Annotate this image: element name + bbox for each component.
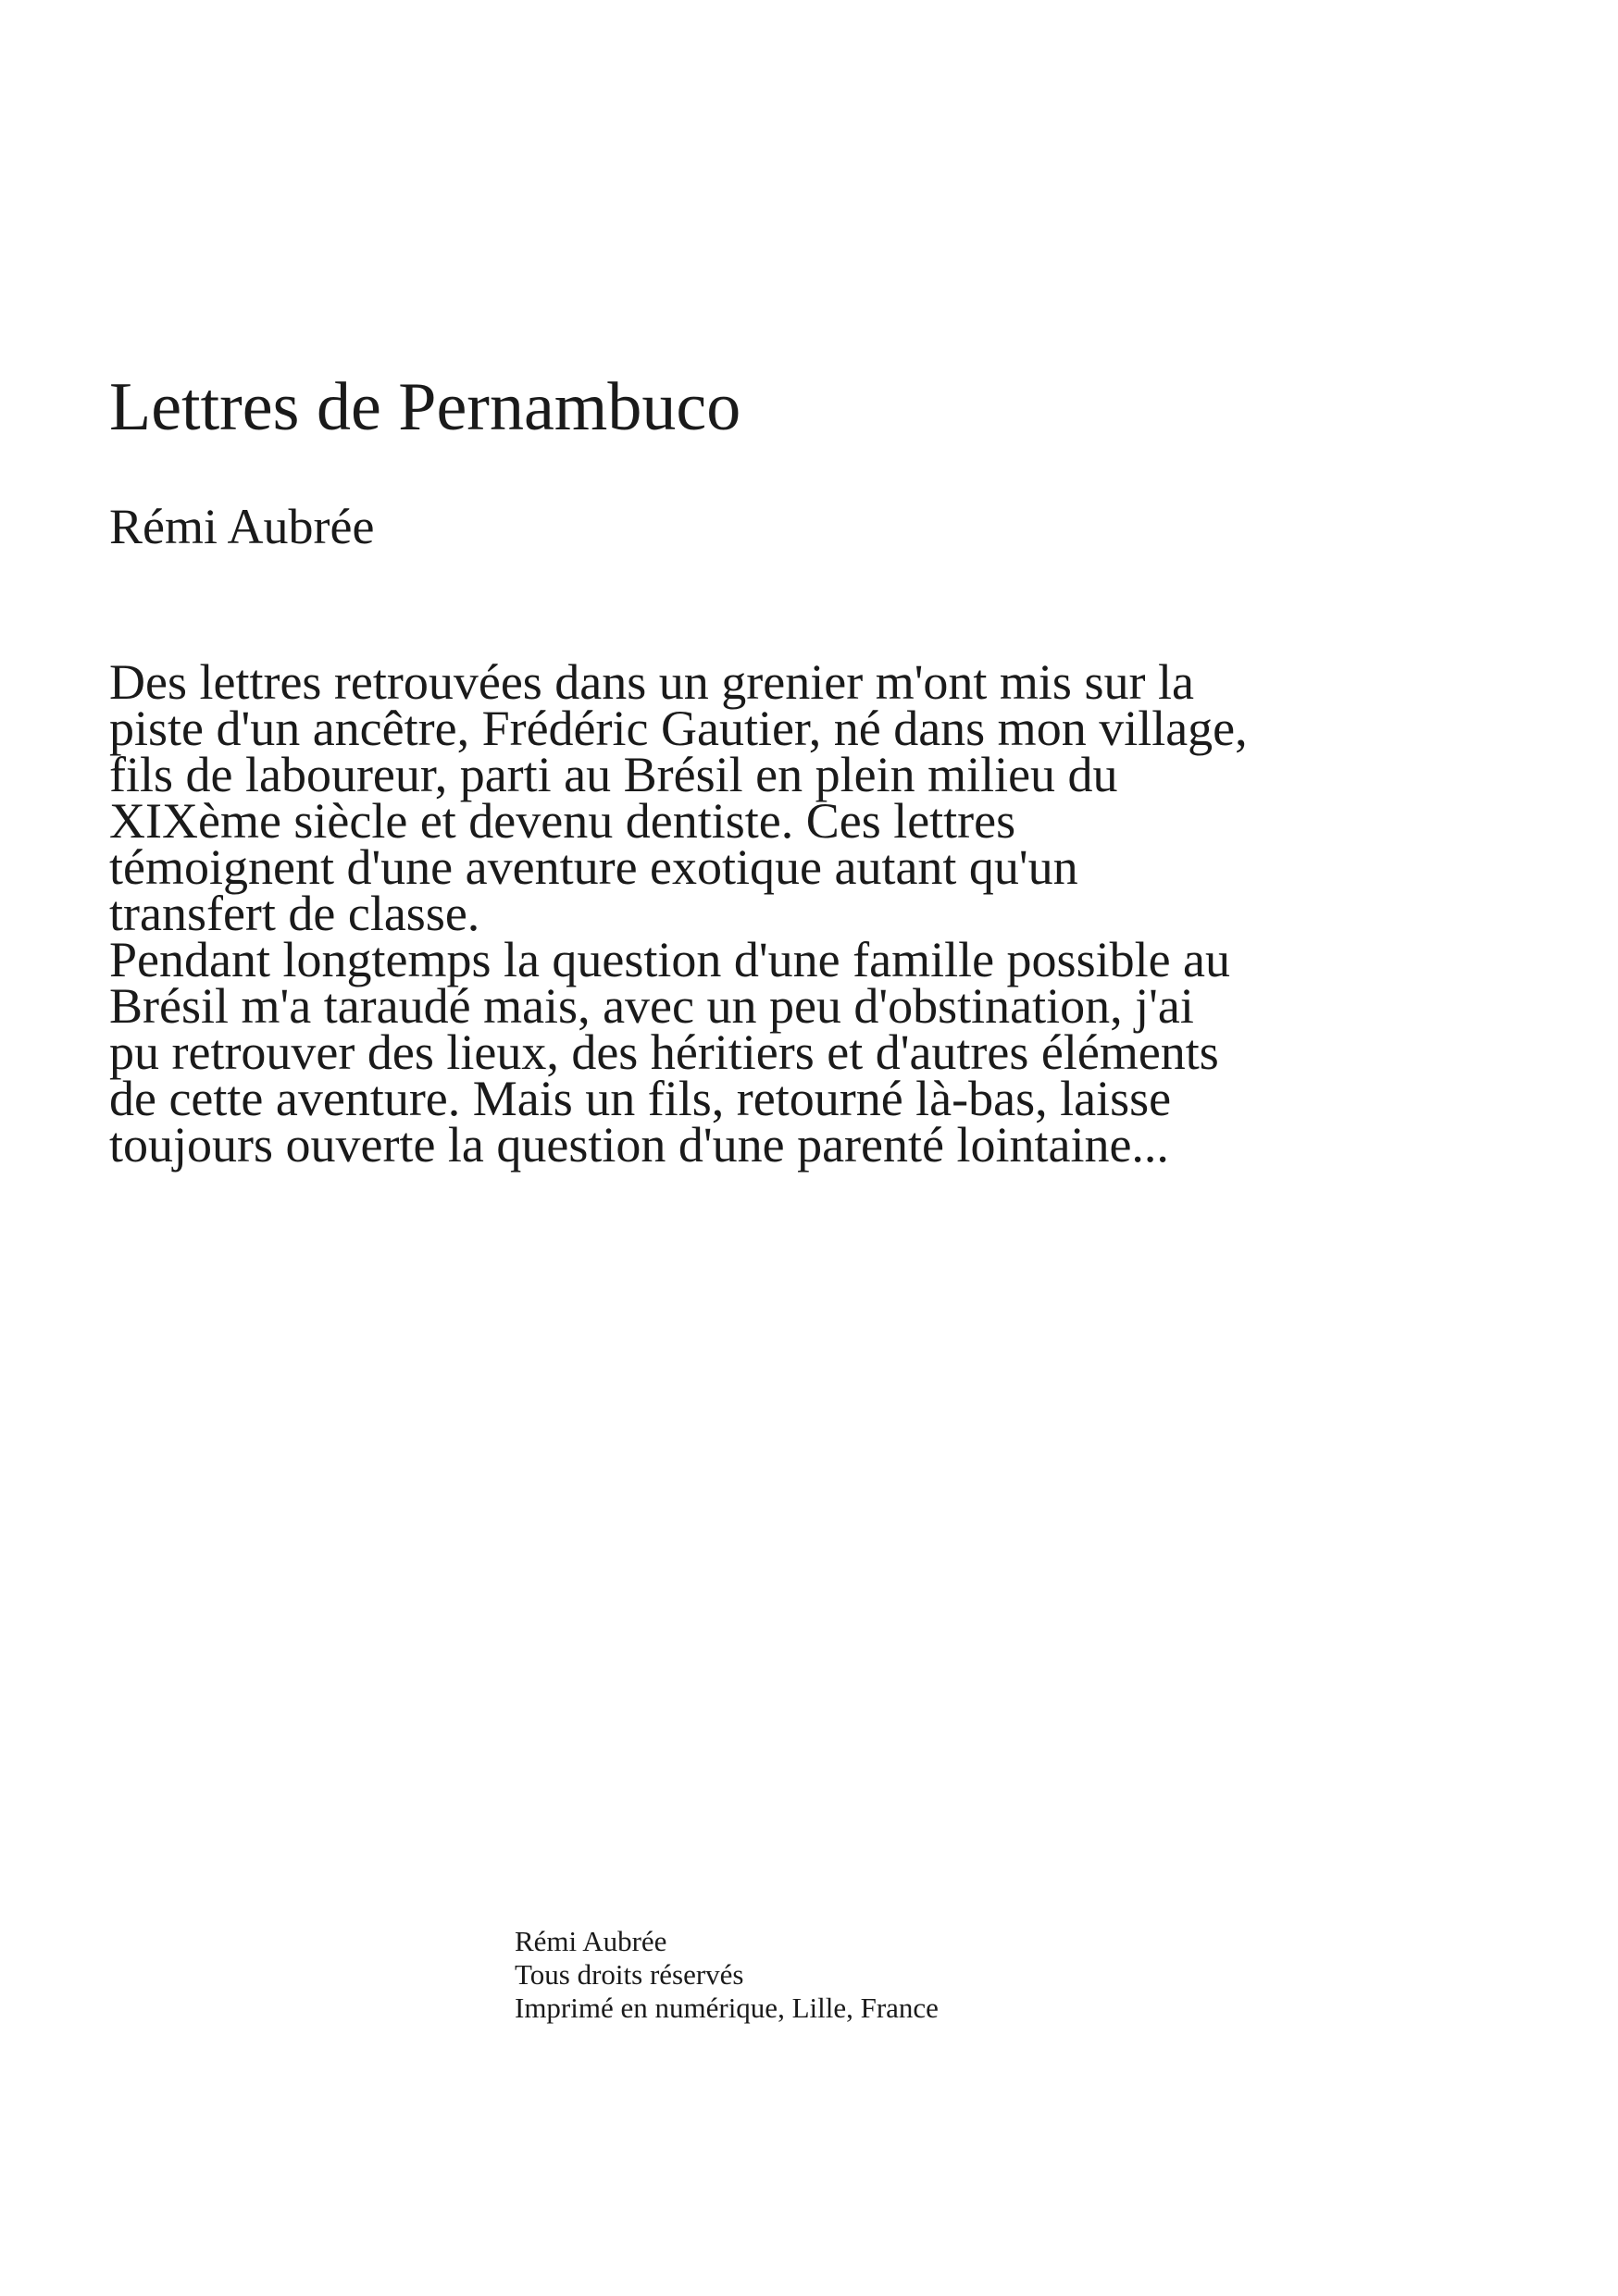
book-title: Lettres de Pernambuco [109, 369, 741, 445]
blurb-paragraph: Des lettres retrouvées dans un grenier m'ont mis sur la piste d'un ancêtre, Frédéric Gautier, né dans mon village, fils de laboureur, parti au Brésil en plein milieu du XIXème siècle et devenu dentiste. Ces lettres témoignent d'une aventure exotique autant qu'un transfert de classe. [109, 654, 1248, 941]
imprint-printing: Imprimé en numérique, Lille, France [515, 1992, 939, 2024]
book-author: Rémi Aubrée [109, 499, 375, 554]
imprint-block [515, 1925, 939, 2025]
blurb-paragraph: Pendant longtemps la question d'une famille possible au Brésil m'a taraudé mais, avec un peu d'obstination, j'ai pu retrouver des lieux, des héritiers et d'autres éléments de cette aventure. Mais un fils, retourné là-bas, laisse toujours ouverte la question d'une parenté lointaine... [109, 932, 1231, 1173]
back-cover-blurb [109, 654, 1248, 1173]
imprint-rights: Tous droits réservés [515, 1958, 744, 1991]
imprint-author: Rémi Aubrée [515, 1925, 667, 1957]
